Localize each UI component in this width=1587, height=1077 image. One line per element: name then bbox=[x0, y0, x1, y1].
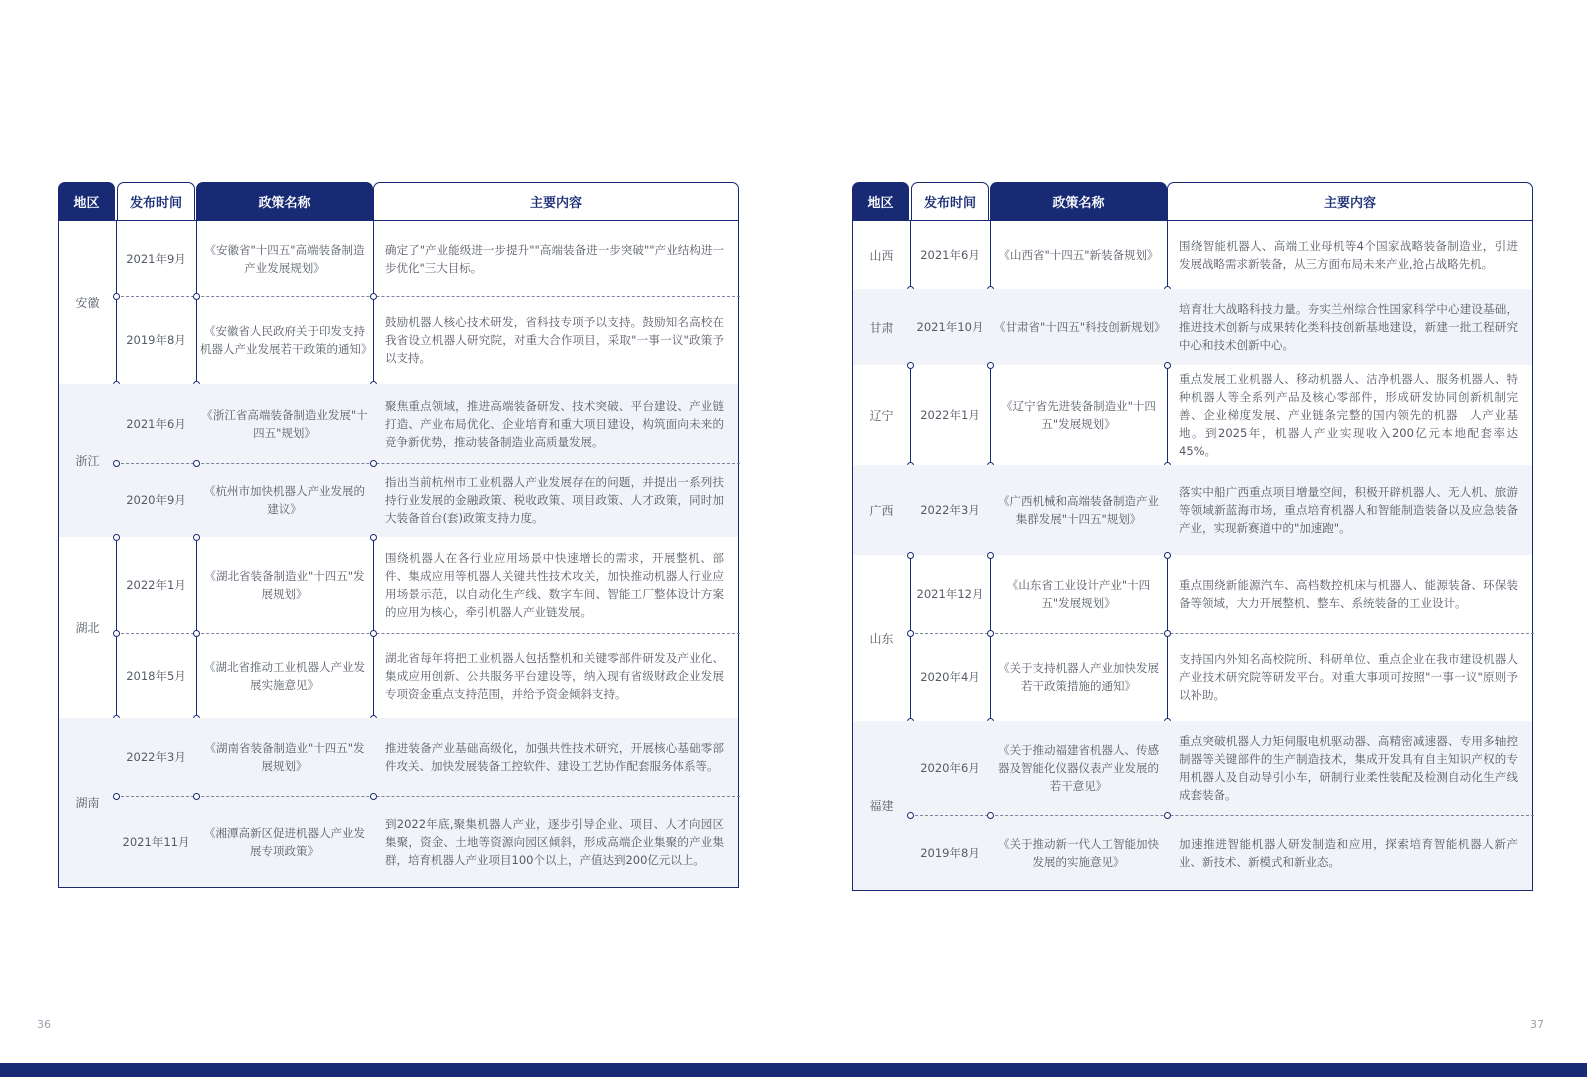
connector-dot bbox=[113, 460, 120, 467]
cell-region: 福建 bbox=[869, 799, 894, 813]
row-divider bbox=[116, 296, 740, 297]
table-body bbox=[58, 220, 739, 888]
table-row bbox=[59, 463, 738, 537]
cell-content: 围绕机器人在各行业应用场景中快速增长的需求，开展整机、部件、集成应用等机器人关键共性技术攻关，加快推动机器人行业应用场景示范，以自动化生产线、数字车间、智能工厂整体设计方案的应用为核心，牵引机器人产业链发展。 bbox=[385, 551, 724, 619]
cell-content: 围绕智能机器人、高端工业母机等4个国家战略装备制造业，引进发展战略需求新装备，从三方面布局未来产业,抢占战略先机。 bbox=[1179, 239, 1518, 271]
cell-date: 2019年8月 bbox=[920, 845, 980, 860]
connector-dot bbox=[113, 793, 120, 800]
cell-date: 2022年3月 bbox=[126, 750, 186, 764]
cell-date: 2019年8月 bbox=[126, 333, 186, 347]
table-row bbox=[59, 718, 738, 796]
table-header bbox=[852, 182, 1533, 220]
cell-policy-name: 《安徽省"十四五"高端装备制造产业发展规划》 bbox=[204, 242, 365, 275]
table-row bbox=[853, 289, 1532, 365]
connector-dot bbox=[1164, 630, 1171, 637]
cell-policy-name: 《湖北省装备制造业"十四五"发展规划》 bbox=[204, 569, 365, 601]
cell-region: 安徽 bbox=[75, 296, 100, 310]
cell-content: 重点突破机器人力矩伺服电机驱动器、高精密减速器、专用多轴控制器等关键部件的生产制造技术，集成开发具有自主知识产权的专用机器人及自动导引小车，研制行业柔性装配及检测自动化生产线成套装备。 bbox=[1179, 734, 1518, 802]
cell-policy-name: 《湘潭高新区促进机器人产业发展专项政策》 bbox=[204, 825, 365, 858]
connector-dot bbox=[370, 630, 377, 637]
row-divider bbox=[910, 633, 1534, 634]
table-body bbox=[852, 220, 1533, 891]
page-number-left: 36 bbox=[37, 1018, 51, 1031]
row-divider bbox=[910, 815, 1534, 816]
cell-policy-name: 《湖南省装备制造业"十四五"发展规划》 bbox=[204, 741, 365, 773]
cell-region: 甘肃 bbox=[869, 320, 894, 335]
table-row bbox=[59, 537, 738, 633]
cell-content: 加速推进智能机器人研发制造和应用，探索培育智能机器人新产业、新技术、新模式和新业态。 bbox=[1179, 836, 1518, 869]
cell-policy-name: 《安徽省人民政府关于印发支持机器人产业发展若干政策的通知》 bbox=[200, 324, 373, 356]
cell-policy-name: 《关于推动福建省机器人、传感器及智能化仪器仪表产业发展的若干意见》 bbox=[998, 743, 1159, 793]
connector-dot bbox=[907, 630, 914, 637]
connector-dot bbox=[907, 812, 914, 819]
policy-table-left bbox=[58, 182, 739, 888]
connector-dot bbox=[193, 793, 200, 800]
connector-dot bbox=[193, 460, 200, 467]
cell-content: 培育壮大战略科技力量。夯实兰州综合性国家科学中心建设基础，推进技术创新与成果转化类科技创新基地建设，新建一批工程研究中心和技术创新中心。 bbox=[1179, 302, 1518, 352]
row-divider bbox=[116, 633, 740, 634]
cell-policy-name: 《浙江省高端装备制造业发展"十四五"规划》 bbox=[201, 407, 368, 440]
cell-date: 2021年10月 bbox=[916, 320, 984, 334]
cell-region: 辽宁 bbox=[869, 408, 894, 423]
table-row bbox=[59, 796, 738, 887]
connector-dot bbox=[370, 793, 377, 800]
table-row bbox=[853, 815, 1532, 890]
cell-region: 山西 bbox=[869, 248, 894, 263]
cell-region: 山东 bbox=[869, 631, 894, 646]
cell-date: 2020年6月 bbox=[920, 761, 980, 775]
cell-policy-name: 《甘肃省"十四五"科技创新规划》 bbox=[994, 320, 1166, 334]
cell-content: 推进装备产业基础高级化，加强共性技术研究，开展核心基础零部件攻关、加快发展装备工控软件、建设工艺协作配套服务体系等。 bbox=[385, 741, 724, 773]
cell-date: 2022年1月 bbox=[126, 578, 186, 592]
cell-date: 2021年6月 bbox=[920, 248, 980, 262]
table-header bbox=[58, 182, 739, 220]
cell-content: 聚焦重点领域，推进高端装备研发、技术突破、平台建设、产业链打造、产业布局优化、企业培育和重大项目建设，构筑面向未来的竞争新优势，推动装备制造业高质量发展。 bbox=[385, 398, 724, 449]
row-divider bbox=[116, 796, 740, 797]
table-row bbox=[853, 721, 1532, 815]
cell-policy-name: 《关于支持机器人产业加快发展若干政策措施的通知》 bbox=[998, 661, 1159, 693]
cell-date: 2020年9月 bbox=[126, 493, 186, 507]
cell-region: 广西 bbox=[869, 503, 894, 518]
cell-policy-name: 《广西机械和高端装备制造产业集群发展"十四五"规划》 bbox=[998, 494, 1159, 526]
cell-date: 2021年11月 bbox=[122, 834, 190, 849]
table-row bbox=[59, 296, 738, 384]
cell-date: 2022年1月 bbox=[920, 408, 980, 422]
cell-date: 2020年4月 bbox=[920, 670, 980, 684]
header-policy-name: 政策名称 bbox=[990, 182, 1167, 220]
connector-dot bbox=[370, 460, 377, 467]
cell-policy-name: 《杭州市加快机器人产业发展的建议》 bbox=[204, 484, 365, 516]
page-number-right: 37 bbox=[1530, 1018, 1544, 1031]
cell-region: 湖北 bbox=[75, 621, 100, 635]
footer-bar bbox=[0, 1063, 1587, 1077]
table-row bbox=[853, 221, 1532, 289]
connector-dot bbox=[1164, 812, 1171, 819]
cell-content: 指出当前杭州市工业机器人产业发展存在的问题，并提出一系列扶持行业发展的金融政策、税收政策、项目政策、人才政策，同时加大装备首台(套)政策支持力度。 bbox=[385, 475, 724, 525]
header-date: 发布时间 bbox=[117, 182, 195, 220]
connector-dot bbox=[113, 630, 120, 637]
header-date: 发布时间 bbox=[911, 182, 989, 220]
cell-content: 到2022年底,聚集机器人产业，逐步引导企业、项目、人才向园区集聚，资金、土地等资源向园区倾斜，形成高端企业集聚的产业集群，培育机器人产业项目100个以上，产值达到200亿元以上。 bbox=[385, 816, 724, 867]
connector-dot bbox=[113, 293, 120, 300]
cell-date: 2021年6月 bbox=[126, 416, 186, 431]
cell-content: 落实中船广西重点项目增量空间，积极开辟机器人、无人机、旅游等领域新蓝海市场，重点培育机器人和智能制造装备以及应急装备产业，实现新赛道中的"加速跑"。 bbox=[1179, 485, 1518, 535]
cell-region: 浙江 bbox=[75, 454, 100, 468]
connector-dot bbox=[987, 812, 994, 819]
cell-content: 湖北省每年将把工业机器人包括整机和关键零部件研发及产业化、集成应用创新、公共服务平台建设等，纳入现有省级财政企业发展专项资金重点支持范围，并给予资金倾斜支持。 bbox=[385, 650, 724, 701]
cell-policy-name: 《辽宁省先进装备制造业"十四五"发展规划》 bbox=[1001, 399, 1156, 431]
header-content: 主要内容 bbox=[373, 182, 739, 220]
cell-date: 2021年12月 bbox=[916, 587, 984, 601]
table-row bbox=[853, 365, 1532, 465]
header-region: 地区 bbox=[852, 182, 909, 220]
header-content: 主要内容 bbox=[1167, 182, 1533, 220]
cell-content: 鼓励机器人核心技术研发，省科技专项予以支持。鼓励知名高校在我省设立机器人研究院，对重大合作项目，采取"一事一议"政策予以支持。 bbox=[385, 315, 724, 365]
connector-dot bbox=[987, 630, 994, 637]
cell-content: 重点发展工业机器人、移动机器人、洁净机器人、服务机器人、特种机器人等全系列产品及核心零部件，形成研发协同创新机制完善、企业梯度发展、产业链条完整的国内领先的机器 人产业基地。到2025年，机器人产业实现收入200亿元本地配套率达45%。 bbox=[1179, 372, 1518, 458]
table-row bbox=[853, 555, 1532, 633]
table-row bbox=[59, 221, 738, 296]
connector-dot bbox=[193, 293, 200, 300]
cell-policy-name: 《湖北省推动工业机器人产业发展实施意见》 bbox=[204, 659, 365, 692]
cell-region: 湖南 bbox=[75, 796, 100, 810]
policy-table-right bbox=[852, 182, 1533, 891]
connector-dot bbox=[370, 293, 377, 300]
cell-date: 2018年5月 bbox=[126, 668, 186, 683]
table-row bbox=[59, 384, 738, 463]
connector-dot bbox=[193, 630, 200, 637]
header-region: 地区 bbox=[58, 182, 115, 220]
header-policy-name: 政策名称 bbox=[196, 182, 373, 220]
table-row bbox=[853, 465, 1532, 555]
cell-content: 支持国内外知名高校院所、科研单位、重点企业在我市建设机器人产业技术研究院等研发平台。对重大事项可按照"一事一议"原则予以补助。 bbox=[1179, 652, 1518, 702]
cell-policy-name: 《山东省工业设计产业"十四五"发展规划》 bbox=[1006, 578, 1151, 610]
cell-content: 确定了"产业能级进一步提升""高端装备进一步突破""产业结构进一步优化"三大目标。 bbox=[385, 242, 724, 275]
table-row bbox=[853, 633, 1532, 721]
cell-content: 重点围绕新能源汽车、高档数控机床与机器人、能源装备、环保装备等领域，大力开展整机、整车、系统装备的工业设计。 bbox=[1179, 578, 1518, 610]
table-row bbox=[59, 633, 738, 718]
cell-date: 2021年9月 bbox=[126, 251, 186, 266]
cell-policy-name: 《关于推动新一代人工智能加快发展的实施意见》 bbox=[998, 836, 1159, 869]
cell-date: 2022年3月 bbox=[920, 503, 980, 517]
cell-policy-name: 《山西省"十四五"新装备规划》 bbox=[998, 248, 1159, 262]
row-divider bbox=[116, 463, 740, 464]
